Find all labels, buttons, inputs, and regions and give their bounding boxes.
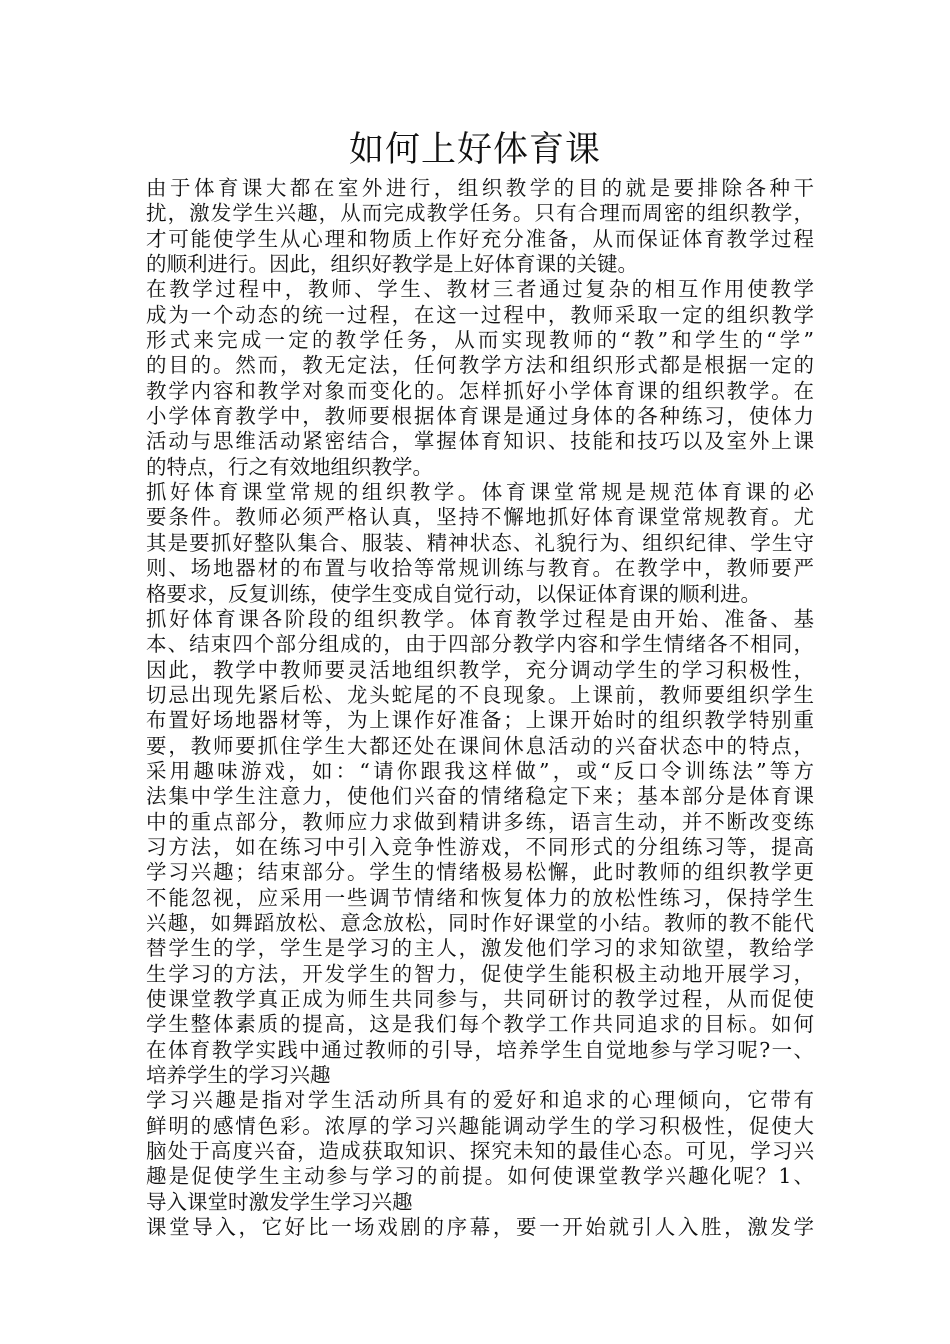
text-line: 不能忽视，应采用一些调节情绪和恢复体力的放松性练习，保持学生 xyxy=(146,885,814,910)
text-line: 学生整体素质的提高，这是我们每个教学工作共同追求的目标。如何 xyxy=(146,1012,814,1037)
text-line: 其是要抓好整队集合、服装、精神状态、礼貌行为、组织纪律、学生守 xyxy=(146,530,814,555)
text-line: 鲜明的感情色彩。浓厚的学习兴趣能调动学生的学习积极性，促使大 xyxy=(146,1113,814,1138)
text-line: 学习兴趣；结束部分。学生的情绪极易松懈，此时教师的组织教学更 xyxy=(146,860,814,885)
text-line: 脑处于高度兴奋，造成获取知识、探究未知的最佳心态。可见，学习兴 xyxy=(146,1139,814,1164)
text-line: 习方法，如在练习中引入竞争性游戏，不同形式的分组练习等，提高 xyxy=(146,834,814,859)
text-line: 则、场地器材的布置与收拾等常规训练与教育。在教学中，教师要严 xyxy=(146,556,814,581)
text-line: 教学内容和教学对象而变化的。怎样抓好小学体育课的组织教学。在 xyxy=(146,378,814,403)
text-line: 由于体育课大都在室外进行，组织教学的目的就是要排除各种干 xyxy=(146,176,814,200)
text-line: 在教学过程中，教师、学生、教材三者通过复杂的相互作用使教学 xyxy=(146,277,814,302)
text-line: 使课堂教学真正成为师生共同参与，共同研讨的教学过程，从而促使 xyxy=(146,987,814,1011)
text-line: 才可能使学生从心理和物质上作好充分准备，从而保证体育教学过程 xyxy=(146,226,814,251)
text-line: 兴趣，如舞蹈放松、意念放松，同时作好课堂的小结。教师的教不能代 xyxy=(146,910,814,935)
text-line: 抓好体育课各阶段的组织教学。体育教学过程是由开始、准备、基 xyxy=(146,606,814,631)
text-line: 的目的。然而，教无定法，任何教学方法和组织形式都是根据一定的 xyxy=(146,353,814,378)
text-line: 扰，激发学生兴趣，从而完成教学任务。只有合理而周密的组织教学， xyxy=(146,201,814,226)
text-line: 的特点，行之有效地组织教学。 xyxy=(146,454,433,479)
text-line: 格要求，反复训练，使学生变成自觉行动，以保证体育课的顺利进。 xyxy=(146,581,761,606)
text-line: 切忌出现先紧后松、龙头蛇尾的不良现象。上课前，教师要组织学生 xyxy=(146,682,814,707)
text-line: 生学习的方法，开发学生的智力，促使学生能积极主动地开展学习， xyxy=(146,961,814,986)
text-line: 导入课堂时激发学生学习兴趣 xyxy=(146,1189,413,1214)
text-line: 课堂导入，它好比一场戏剧的序幕，要一开始就引人入胜，激发学 xyxy=(146,1215,814,1240)
text-line: 要条件。教师必须严格认真，坚持不懈地抓好体育课堂常规教育。尤 xyxy=(146,505,814,530)
text-line: 布置好场地器材等，为上课作好准备；上课开始时的组织教学特别重 xyxy=(146,708,814,733)
text-line: 因此，教学中教师要灵活地组织教学，充分调动学生的学习积极性， xyxy=(146,657,814,682)
text-line: 趣是促使学生主动参与学习的前提。如何使课堂教学兴趣化呢？1、 xyxy=(146,1164,814,1189)
text-line: 的顺利进行。因此，组织好教学是上好体育课的关键。 xyxy=(146,252,638,277)
text-line: 小学体育教学中，教师要根据体育课是通过身体的各种练习，使体力 xyxy=(146,404,814,429)
text-line: 培养学生的学习兴趣 xyxy=(146,1063,331,1088)
text-line: 采用趣味游戏，如：“请你跟我这样做”，或“反口令训练法”等方 xyxy=(146,758,814,783)
text-line: 抓好体育课堂常规的组织教学。体育课堂常规是规范体育课的必 xyxy=(146,480,814,505)
text-line: 成为一个动态的统一过程，在这一过程中，教师采取一定的组织教学 xyxy=(146,302,814,327)
text-line: 替学生的学，学生是学习的主人，激发他们学习的求知欲望，教给学 xyxy=(146,936,814,961)
text-line: 形式来完成一定的教学任务，从而实现教师的“教”和学生的“学” xyxy=(146,328,814,353)
text-line: 要，教师要抓住学生大都还处在课间休息活动的兴奋状态中的特点， xyxy=(146,733,814,758)
text-line: 法集中学生注意力，使他们兴奋的情绪稳定下来；基本部分是体育课 xyxy=(146,784,814,809)
text-line: 本、结束四个部分组成的，由于四部分教学内容和学生情绪各不相同， xyxy=(146,632,814,657)
text-line: 中的重点部分，教师应力求做到精讲多练，语言生动，并不断改变练 xyxy=(146,809,814,834)
text-line: 在体育教学实践中通过教师的引导，培养学生自觉地参与学习呢?一、 xyxy=(146,1037,814,1062)
document-title: 如何上好体育课 xyxy=(348,130,601,170)
text-line: 活动与思维活动紧密结合，掌握体育知识、技能和技巧以及室外上课 xyxy=(146,429,814,454)
text-line: 学习兴趣是指对学生活动所具有的爱好和追求的心理倾向，它带有 xyxy=(146,1088,814,1113)
document-body xyxy=(146,176,814,1240)
